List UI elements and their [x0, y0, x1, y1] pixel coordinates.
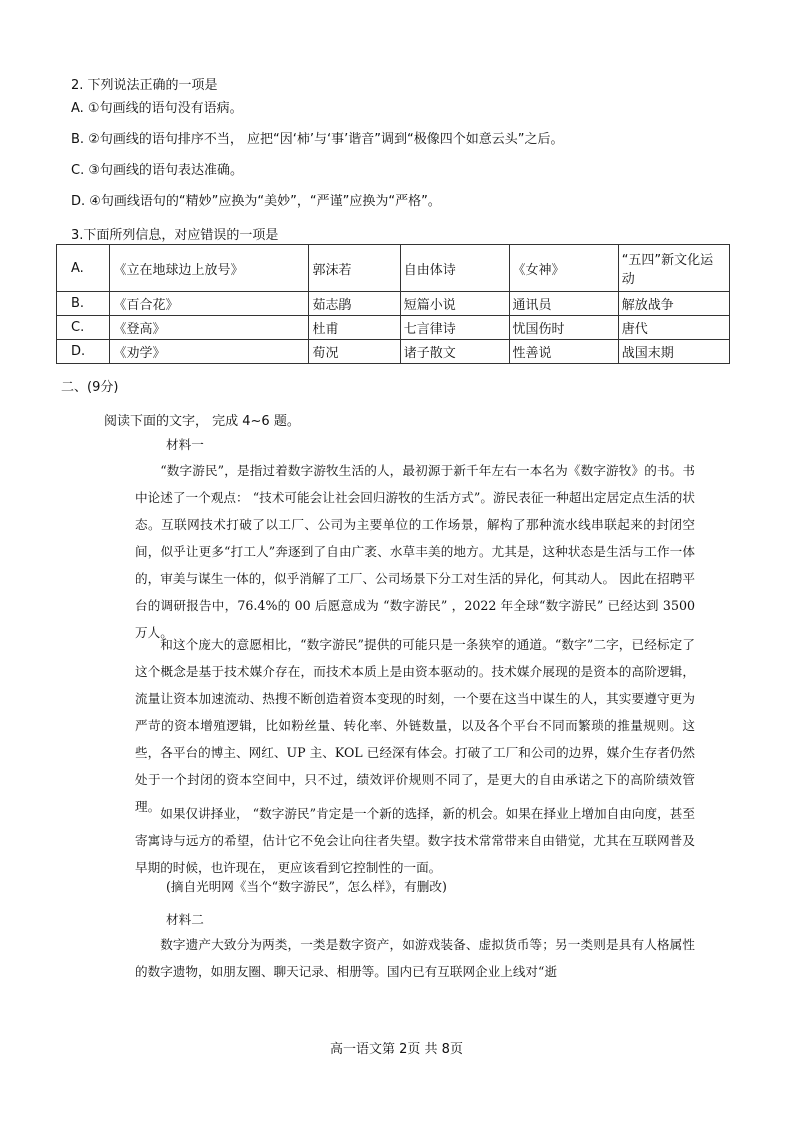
question-2-option-d: D. ④句画线语句的“精妙”应换为“美妙”，“严谨”应换为“严格”。: [71, 194, 441, 209]
table-cell: 短篇小说: [400, 292, 509, 316]
page-footer: 高一语文第 2页 共 8页: [330, 1042, 463, 1057]
table-cell: A.: [57, 245, 110, 292]
material-2-paragraph: 数字遗产大致分为两类，一类是数字资产，如游戏装备、虚拟货币等；另一类则是具有人格属性的数字遗物，如朋友圈、聊天记录、相册等。国内已有互联网企业上线对“逝: [135, 937, 695, 979]
table-cell: 解放战争: [618, 292, 729, 316]
table-row: [57, 292, 730, 316]
table-cell: 《登高》: [110, 316, 309, 340]
table-cell: 忧国伤时: [509, 316, 618, 340]
section-heading: 二、(9分): [61, 380, 119, 395]
table-cell: 自由体诗: [400, 245, 509, 292]
table-row: [57, 245, 730, 292]
table-cell: 战国末期: [618, 340, 729, 364]
table-cell: 诸子散文: [400, 340, 509, 364]
table-cell: 性善说: [509, 340, 618, 364]
material-1-title: 材料一: [166, 437, 204, 452]
section-intro: 阅读下面的文字， 完成 4~6 题。: [104, 414, 300, 429]
table-cell: 郭沫若: [309, 245, 400, 292]
table-cell: 茹志鹃: [309, 292, 400, 316]
table-cell: C.: [57, 316, 110, 340]
material-1-paragraph-3: 如果仅讲择业， “数字游民”肯定是一个新的选择，新的机会。如果在择业上增加自由向度，甚至寄寓诗与远方的希望，估计它不免会让向往者失望。数字技术常常带来自由错觉，尤其在互联网普及早期的时候，也许现在， 更应该看到它控制性的一面。: [135, 806, 695, 875]
question-2-option-a: A. ①句画线的语句没有语病。: [71, 101, 243, 116]
table-cell: 杜甫: [309, 316, 400, 340]
question-3-table: [56, 244, 730, 364]
table-cell: 荀况: [309, 340, 400, 364]
table-cell: “五四”新文化运动: [618, 245, 729, 292]
table-cell: D.: [57, 340, 110, 364]
table-cell: 《立在地球边上放号》: [110, 245, 309, 292]
material-1-paragraph-1: “数字游民”，是指过着数字游牧生活的人，最初源于新千年左右一本名为《数字游牧》的书。书中论述了一个观点： “技术可能会让社会回归游牧的生活方式”。游民表征一种超出定居定点生活的状态。互联网技术打破了以工厂、公司为主要单位的工作场景，解构了那种流水线串联起来的封闭空间，似乎让更多“打工人”奔逐到了自由广袤、水草丰美的地方。尤其是，这种状态是生活与工作一体的，审美与谋生一体的，似乎消解了工厂、公司场景下分工对生活的异化，何其动人。 因此在招聘平台的调研报告中，76.4%的 00 后愿意成为 “数字游民” ，2022 年全球“数字游民” 已经达到 3500 万人。: [135, 463, 695, 640]
table-cell: 通讯员: [509, 292, 618, 316]
question-2-stem: 2. 下列说法正确的一项是: [71, 78, 218, 93]
table-cell: 唐代: [618, 316, 729, 340]
table-cell: 《女神》: [509, 245, 618, 292]
table-cell: 《百合花》: [110, 292, 309, 316]
table-cell: 《劝学》: [110, 340, 309, 364]
table-row: [57, 340, 730, 364]
table-row: [57, 316, 730, 340]
question-3-stem: 3.下面所列信息，对应错误的一项是: [71, 228, 279, 243]
question-2-option-b: B. ②句画线的语句排序不当， 应把“因‘柿’与‘事’谐音”调到“极像四个如意云头”之后。: [71, 132, 564, 147]
material-1-paragraph-2: 和这个庞大的意愿相比，“数字游民”提供的可能只是一条狭窄的通道。“数字”二字，已经标定了这个概念是基于技术媒介存在，而技术本质上是由资本驱动的。技术媒介展现的是资本的高阶逻辑，流量让资本加速流动、热搜不断创造着资本变现的时刻，一个要在这当中谋生的人，其实要遵守更为严苛的资本增殖逻辑，比如粉丝量、转化率、外链数量，以及各个平台不同而繁琐的推量规则。这些，各平台的博主、网红、UP 主、KOL 已经深有体会。打破了工厂和公司的边界，媒介生存者仍然处于一个封闭的资本空间中，只不过，绩效评价规则不同了，是更大的自由承诺之下的高阶绩效管理。: [135, 637, 695, 814]
table-cell: B.: [57, 292, 110, 316]
question-2-option-c: C. ③句画线的语句表达准确。: [71, 163, 243, 178]
material-1-source: (摘自光明网《当个“数字游民”，怎么样》，有删改): [166, 879, 447, 894]
table-cell: 七言律诗: [400, 316, 509, 340]
material-2-title: 材料二: [166, 912, 204, 927]
